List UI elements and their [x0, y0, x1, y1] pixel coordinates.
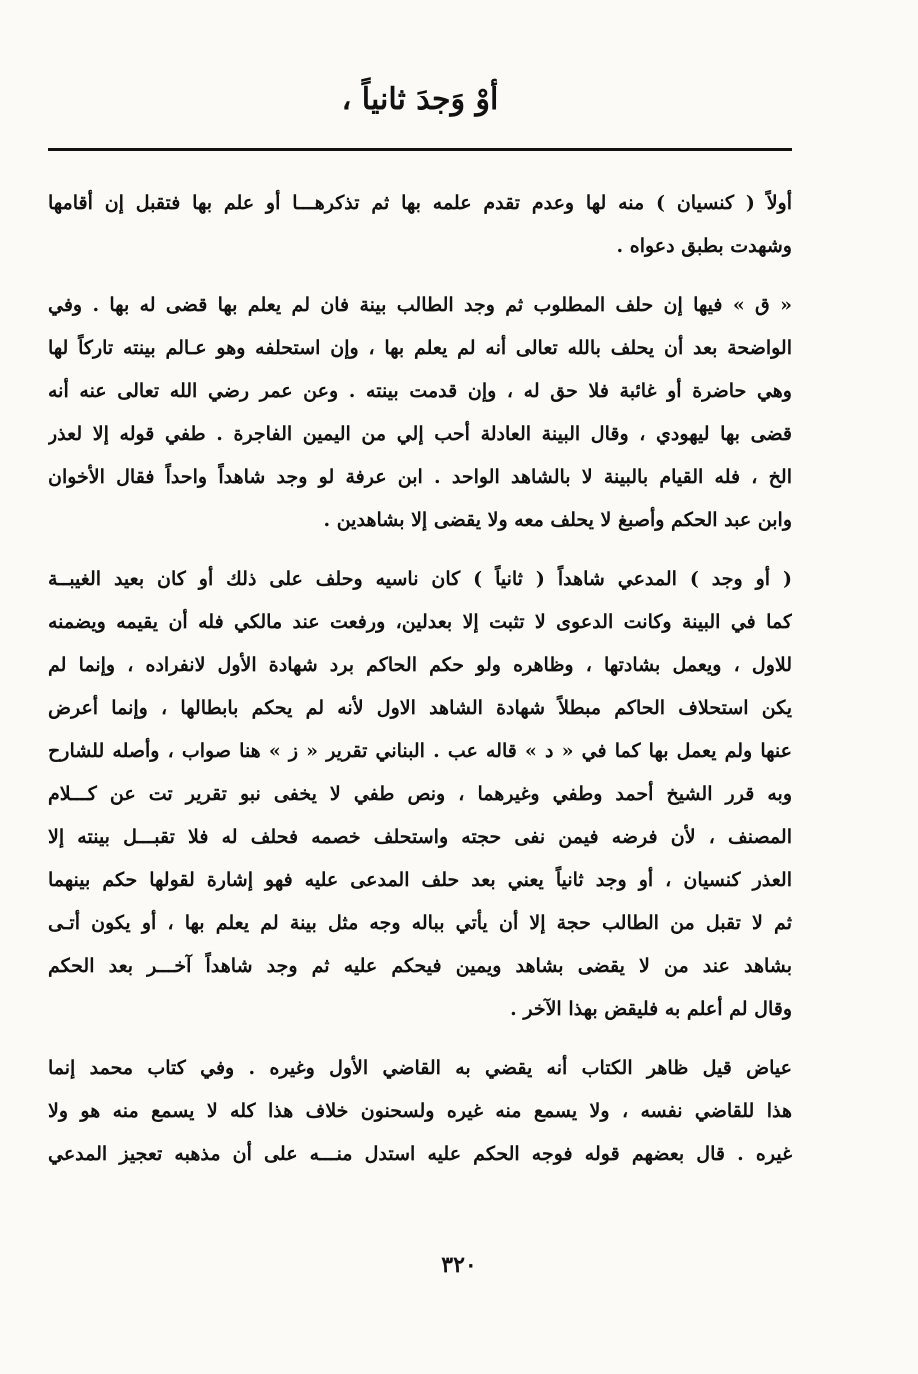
text-line: غيره . قال بعضهم قوله فوجه الحكم عليه استدل منـــه على أن مذهبه تعجيز المدعي	[48, 1143, 792, 1165]
text-line: للاول ، ويعمل بشادتها ، وظاهره ولو حكم الحاكم برد شهادة الأول لانفراده ، وإنما لم	[48, 654, 792, 676]
text-line: ( أو وجد ) المدعي شاهداً ( ثانياً ) كان ناسيه وحلف على ذلك أو كان بعيد الغيبــة	[48, 568, 792, 590]
text-line: « ق » فيها إن حلف المطلوب ثم وجد الطالب بينة فان لم يعلم بها قضى له بها . وفي	[48, 294, 792, 316]
text-line: وابن عبد الحكم وأصبغ لا يحلف معه ولا يقضى إلا بشاهدين .	[323, 509, 792, 531]
header-rule	[48, 148, 792, 151]
text-line: يكن استحلاف الحاكم مبطلاً شهادة الشاهد الاول لأنه لم يحكم بابطالها ، وإنما أعرض	[48, 697, 792, 719]
paragraph-4	[48, 1047, 792, 1176]
paragraph-2	[48, 284, 792, 542]
text-line: المصنف ، لأن فرضه فيمن نفى حجته واستحلف خصمه فحلف له فلا تقبـــل بينته إلا	[48, 826, 792, 848]
running-header: أوْ وَجدَ ثانياً ،	[341, 82, 499, 117]
text-line: بشاهد عند من لا يقضى بشاهد ويمين فيحكم عليه ثم وجد شاهداً آخـــر بعد الحكم	[48, 955, 792, 977]
text-line: أولاً ( كنسيان ) منه لها وعدم تقدم علمه بها ثم تذكرهـــا أو علم بها فتقبل إن أقامها	[48, 192, 792, 214]
text-line: وهي حاضرة أو غائبة فلا حق له ، وإن قدمت بينته . وعن عمر رضي الله تعالى عنه أنه	[48, 380, 792, 402]
text-line: وقال لم أعلم به فليقض بهذا الآخر .	[510, 998, 792, 1020]
paragraph-3	[48, 558, 792, 1031]
text-line: وشهدت بطبق دعواه .	[616, 235, 792, 257]
text-line: العذر كنسيان ، أو وجد ثانياً يعني بعد حلف المدعى عليه فهو إشارة لقولها حكم بينهما	[48, 869, 792, 891]
text-line: عياض قيل ظاهر الكتاب أنه يقضي به القاضي الأول وغيره . وفي كتاب محمد إنما	[48, 1057, 792, 1079]
page-body	[48, 182, 792, 1192]
text-line: عنها ولم يعمل بها كما في « د » قاله عب . البناني تقرير « ز » هنا صواب ، وأصله للشارح	[48, 740, 792, 762]
text-line: ثم لا تقبل من الطالب حجة إلا أن يأتي بباله وجه مثل بينة لم يعلم بها ، أو يكون أتـى	[48, 912, 792, 934]
paragraph-1	[48, 182, 792, 268]
text-line: كما في البينة وكانت الدعوى لا تثبت إلا بعدلين، ورفعت عند مالكي فله أن يقيمه ويضمنه	[48, 611, 792, 633]
page-number: ٣٢٠	[441, 1252, 477, 1278]
text-line: قضى بها ليهودي ، وقال البينة العادلة أحب إلي من اليمين الفاجرة . طفي قوله إلا لعذر	[48, 423, 792, 445]
text-line: هذا للقاضي نفسه ، ولا يسمع منه غيره ولسحنون خلاف هذا كله لا يسمع منه هو ولا	[48, 1100, 792, 1122]
text-line: وبه قرر الشيخ أحمد وطفي وغيرهما ، ونص طفي لا يخفى نبو تقرير تت عن كـــلام	[48, 783, 792, 805]
text-line: الواضحة بعد أن يحلف بالله تعالى أنه لم يعلم بها ، وإن استحلفه وهو عـالم بينته تاركاً لها	[48, 337, 792, 359]
text-line: الخ ، فله القيام بالبينة لا بالشاهد الواحد . ابن عرفة لو وجد شاهداً واحداً فقال الأخوان	[48, 466, 792, 488]
